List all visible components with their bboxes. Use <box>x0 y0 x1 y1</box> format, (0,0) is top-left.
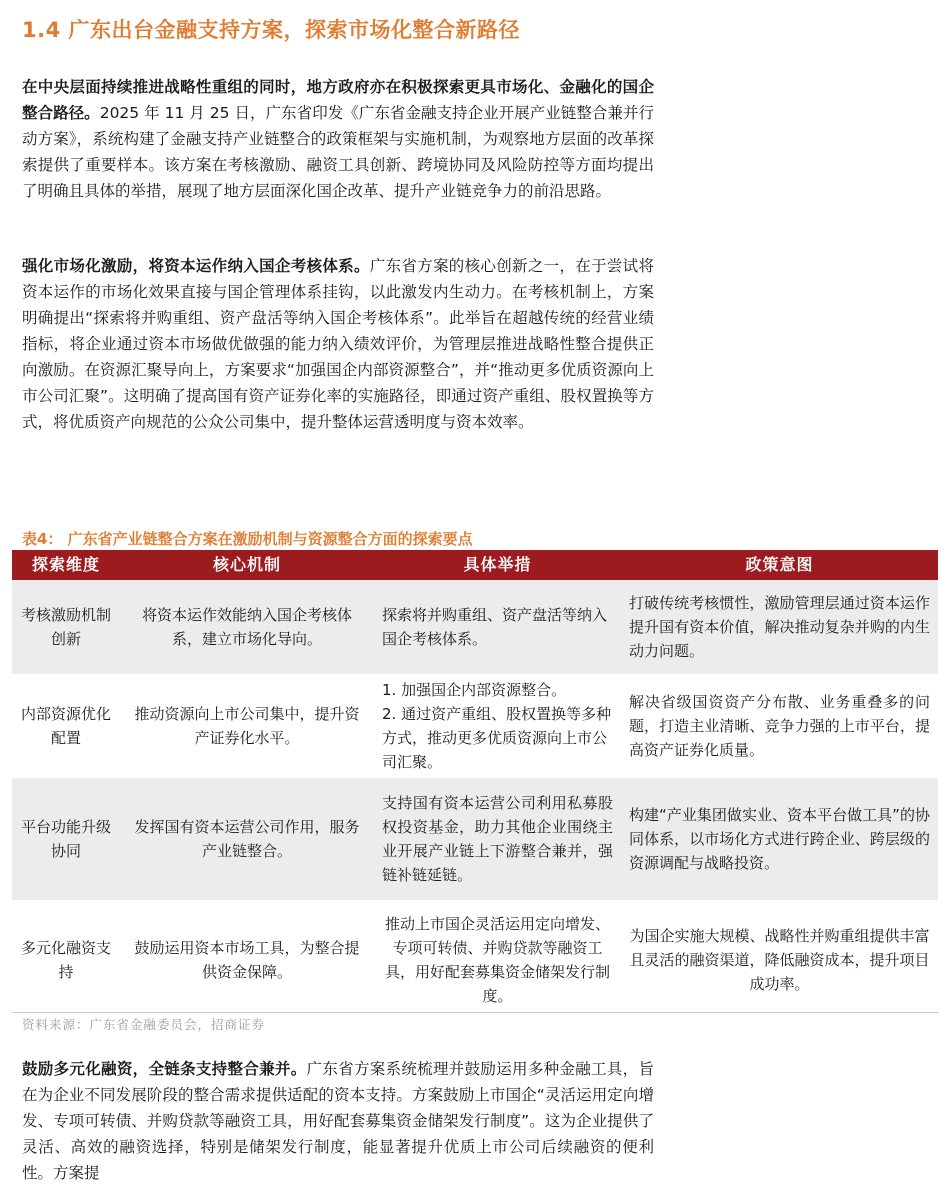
cell-measures: 推动上市国企灵活运用定向增发、专项可转债、并购贷款等融资工具，用好配套募集资金储架发行制度。 <box>384 915 610 1005</box>
table-header-row <box>12 550 938 580</box>
cell-measures: 1. 加强国企内部资源整合。 2. 通过资产重组、股权置换等多种方式，推动更多优质资源向上市公司汇聚。 <box>382 681 612 771</box>
table-row <box>12 900 938 1020</box>
paragraph-lead: 在中央层面持续推进战略性重组的同时，地方政府亦在积极探索更具市场化、金融化的国企整合路径。 <box>22 78 654 122</box>
cell-measures: 支持国有资本运营公司利用私募股权投资基金，助力其他企业围绕主业开展产业链上下游整合兼并，强链补链延链。 <box>374 778 621 900</box>
table-source-note: 资料来源：广东省金融委员会，招商证券 <box>22 1017 266 1032</box>
cell-dimension: 考核激励机制创新 <box>12 580 120 674</box>
paragraph-lead: 鼓励多元化融资，全链条支持整合兼并。 <box>22 1060 307 1078</box>
header-dimension: 探索维度 <box>12 550 120 580</box>
header-intent: 政策意图 <box>621 550 938 580</box>
table-caption: 表4： 广东省产业链整合方案在激励机制与资源整合方面的探索要点 <box>22 530 473 548</box>
cell-intent: 构建“产业集团做实业、资本平台做工具”的协同体系，以市场化方式进行跨企业、跨层级的资源调配与战略投资。 <box>621 778 938 900</box>
table-bottom-rule <box>12 1012 938 1013</box>
cell-mechanism: 将资本运作效能纳入国企考核体系，建立市场化导向。 <box>120 580 374 674</box>
table-row <box>12 674 938 778</box>
cell-intent: 为国企实施大规模、战略性并购重组提供丰富且灵活的融资渠道，降低融资成本，提升项目成功率。 <box>629 927 930 993</box>
paragraph-lead: 强化市场化激励，将资本运作纳入国企考核体系。 <box>22 257 370 275</box>
cell-dimension: 多元化融资支持 <box>20 939 111 981</box>
header-mechanism: 核心机制 <box>120 550 374 580</box>
cell-mechanism: 发挥国有资本运营公司作用，服务产业链整合。 <box>120 778 374 900</box>
section-heading: 1.4 广东出台金融支持方案，探索市场化整合新路径 <box>22 18 521 42</box>
cell-dimension: 内部资源优化配置 <box>20 705 111 747</box>
cell-mechanism: 鼓励运用资本市场工具，为整合提供资金保障。 <box>134 939 360 981</box>
table-row <box>12 778 938 900</box>
paragraph-3 <box>22 1056 654 1186</box>
paragraph-2 <box>22 253 654 435</box>
cell-measures: 探索将并购重组、资产盘活等纳入国企考核体系。 <box>374 580 621 674</box>
cell-dimension: 平台功能升级协同 <box>12 778 120 900</box>
paragraph-body: 广东省方案系统梳理并鼓励运用多种金融工具，旨在为企业不同发展阶段的整合需求提供适配的资本支持。方案鼓励上市国企“灵活运用定向增发、专项可转债、并购贷款等融资工具，用好配套募集资金储架发行制度”。这为企业提供了灵活、高效的融资选择，特别是储架发行制度，能显著提升优质上市公司后续融资的便利性。方案提 <box>22 1060 654 1182</box>
table-row <box>12 580 938 674</box>
header-measures: 具体举措 <box>374 550 621 580</box>
cell-mechanism: 推动资源向上市公司集中，提升资产证券化水平。 <box>134 705 360 747</box>
cell-intent: 打破传统考核惯性，激励管理层通过资本运作提升国有资本价值，解决推动复杂并购的内生动力问题。 <box>621 580 938 674</box>
paragraph-body: 广东省方案的核心创新之一，在于尝试将资本运作的市场化效果直接与国企管理体系挂钩，以此激发内生动力。在考核机制上，方案明确提出“探索将并购重组、资产盘活等纳入国企考核体系”。此举旨在超越传统的经营业绩指标，将企业通过资本市场做优做强的能力纳入绩效评价，为管理层推进战略性整合提供正向激励。在资源汇聚导向上，方案要求“加强国企内部资源整合”，并“推动更多优质资源向上市公司汇聚”。这明确了提高国有资产证券化率的实施路径，即通过资产重组、股权置换等方式，将优质资产向规范的公众公司集中，提升整体运营透明度与资本效率。 <box>22 257 654 431</box>
cell-intent: 解决省级国资资产分布散、业务重叠多的问题，打造主业清晰、竞争力强的上市平台，提高资产证券化质量。 <box>629 693 930 759</box>
paragraph-1 <box>22 74 654 204</box>
paragraph-body: 2025 年 11 月 25 日，广东省印发《广东省金融支持企业开展产业链整合兼并行动方案》，系统构建了金融支持产业链整合的政策框架与实施机制，为观察地方层面的改革探索提供了重要样本。该方案在考核激励、融资工具创新、跨境协同及风险防控等方面均提出了明确且具体的举措，展现了地方层面深化国企改革、提升产业链竞争力的前沿思路。 <box>22 104 654 200</box>
policy-table <box>12 550 938 1020</box>
